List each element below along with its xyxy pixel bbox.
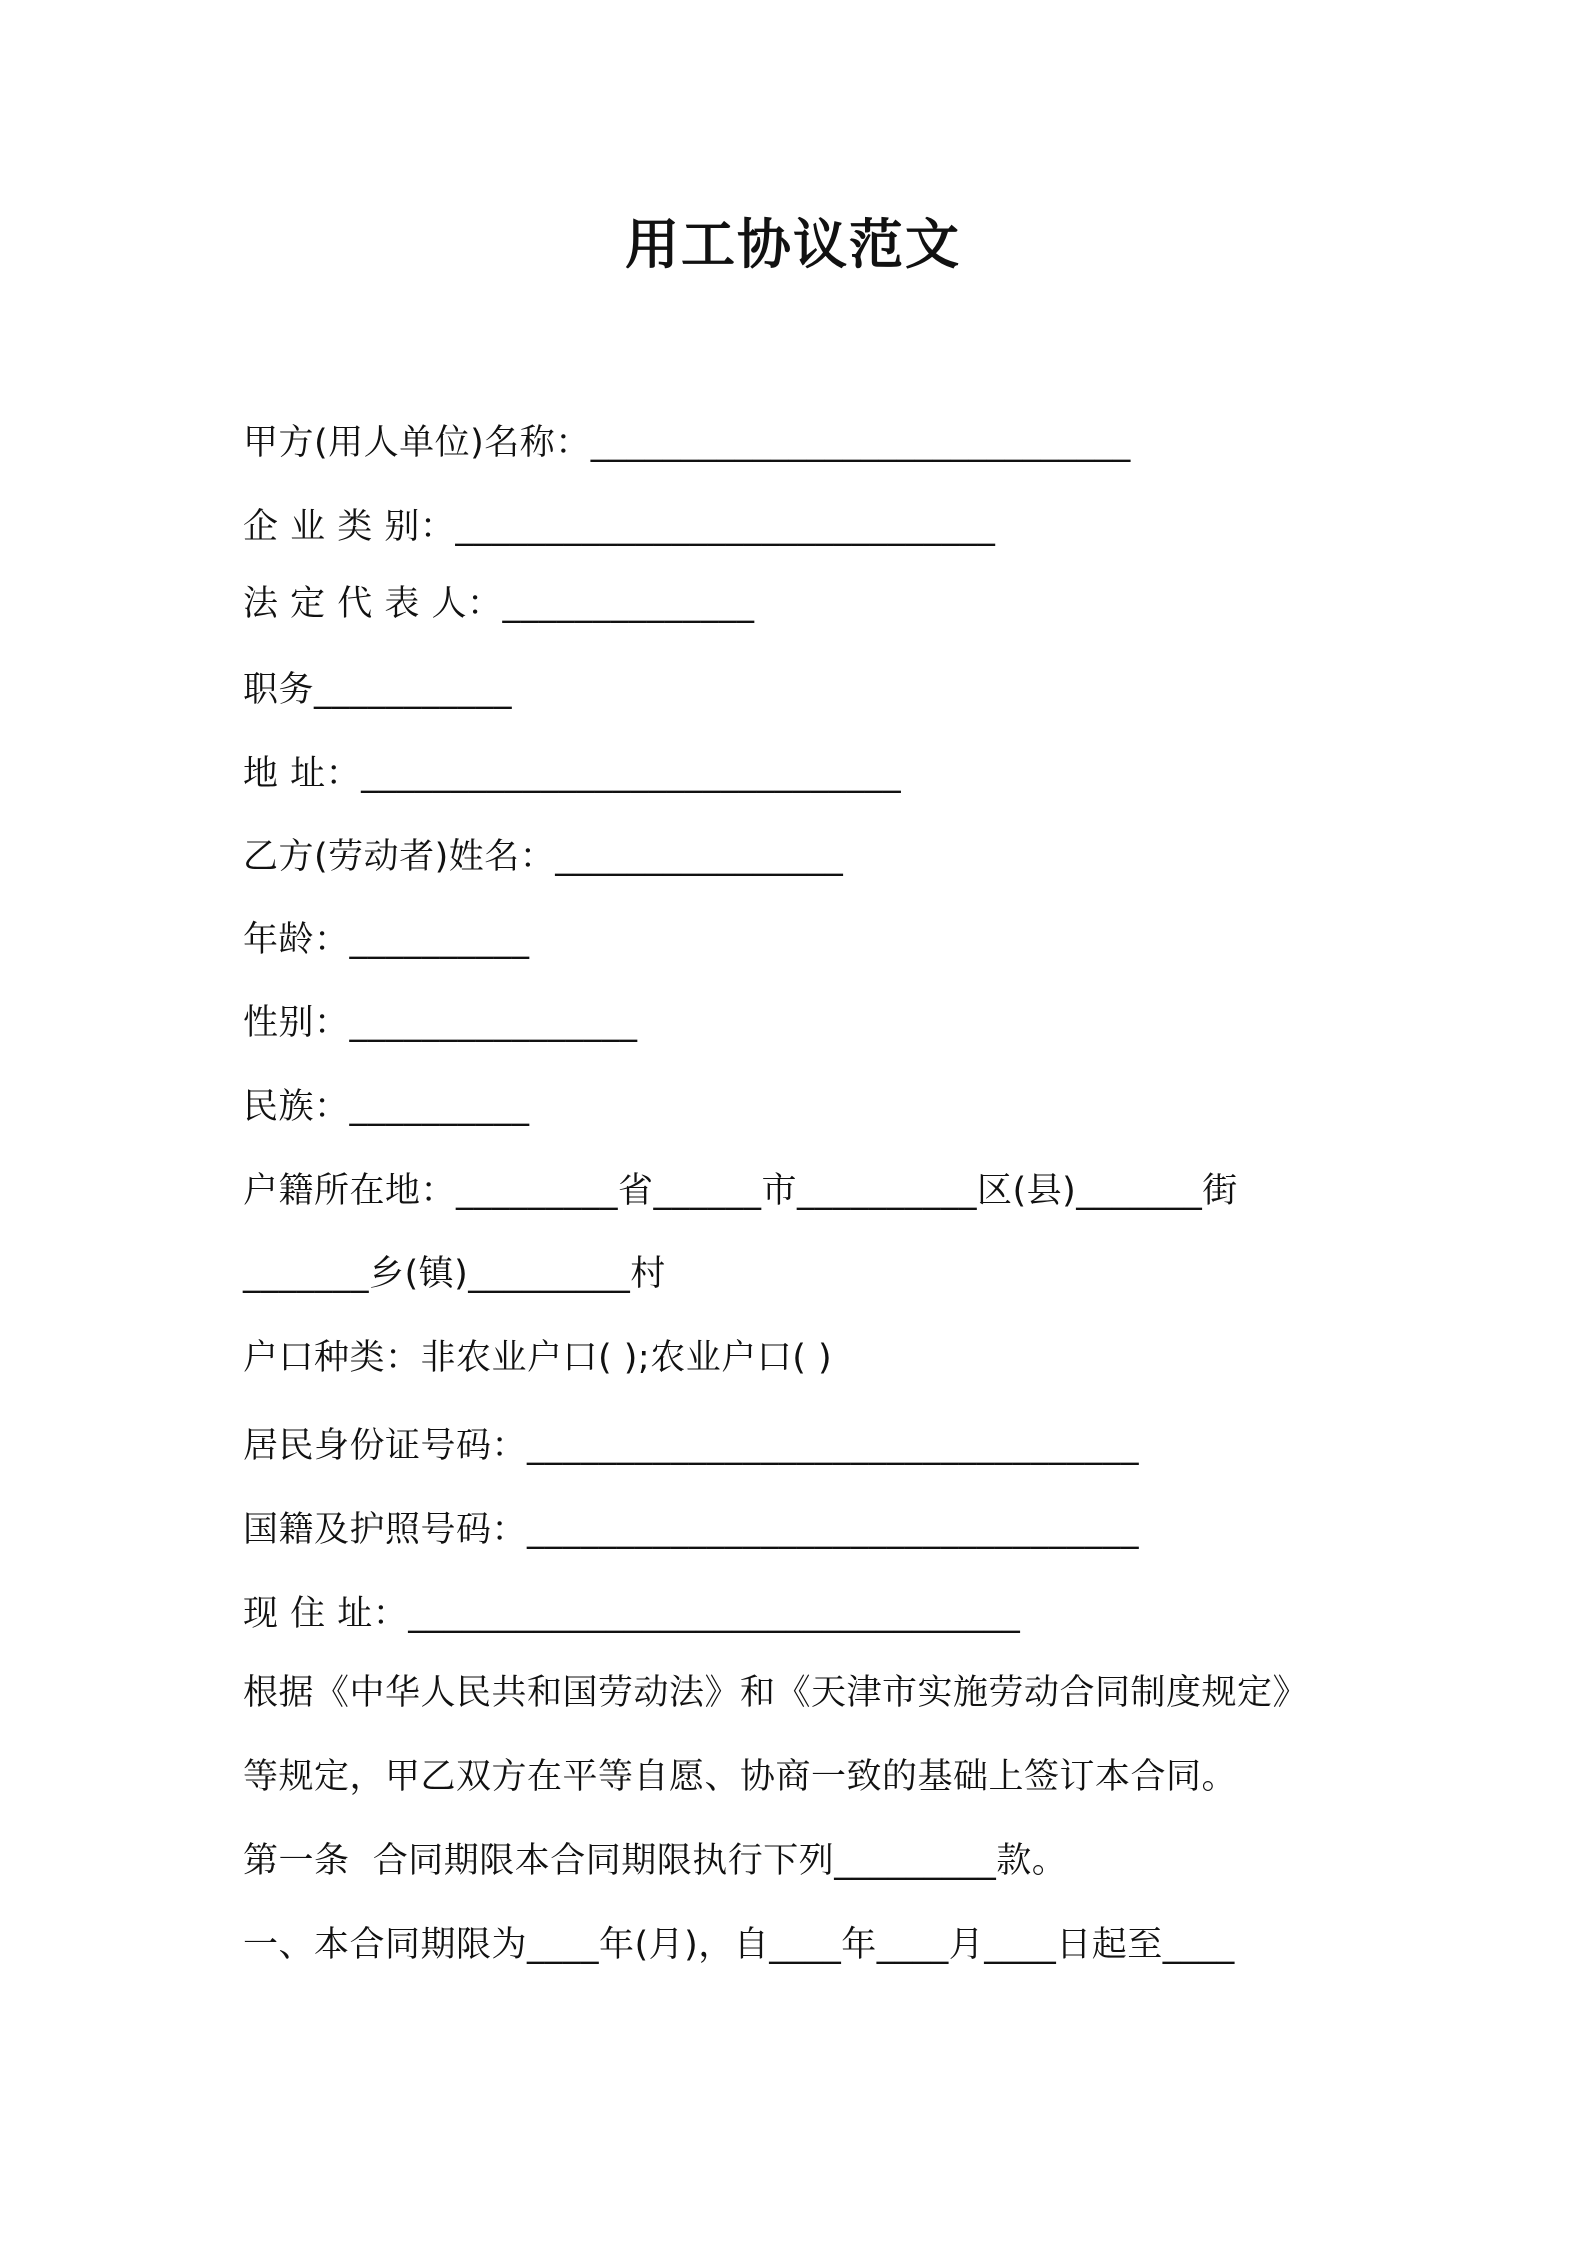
employer-name-line: 甲方(用人单位)名称：______________________________ [243, 423, 1131, 463]
employer-address-line: 地 址：______________________________ [243, 754, 902, 794]
article-one-line: 第一条 合同期限本合同期限执行下列_________款。 [243, 1841, 1068, 1881]
household-location-line-2: _______乡(镇)_________村 [243, 1254, 666, 1294]
basis-paragraph-line-2: 等规定，甲乙双方在平等自愿、协商一致的基础上签订本合同。 [243, 1757, 1238, 1797]
position-line: 职务___________ [243, 670, 513, 710]
term-clause-line: 一、本合同期限为____年(月)，自____年____月____日起至____ [243, 1925, 1235, 1965]
basis-paragraph-line-1: 根据《中华人民共和国劳动法》和《天津市实施劳动合同制度规定》 [243, 1673, 1309, 1713]
employee-name-line: 乙方(劳动者)姓名：________________ [243, 837, 844, 877]
age-line: 年龄：__________ [243, 920, 530, 960]
document-title: 用工协议范文 [625, 213, 961, 276]
gender-line: 性别：________________ [243, 1003, 638, 1043]
legal-representative-line: 法 定 代 表 人：______________ [243, 584, 755, 624]
household-location-line: 户籍所在地：_________省______市__________区(县)_______街 [243, 1171, 1238, 1211]
passport-number-line: 国籍及护照号码：__________________________________ [243, 1510, 1140, 1550]
household-type-line: 户口种类：非农业户口( );农业户口( ) [243, 1338, 833, 1378]
current-address-line: 现 住 址：__________________________________ [243, 1594, 1021, 1634]
id-number-line: 居民身份证号码：__________________________________ [243, 1426, 1140, 1466]
enterprise-type-line: 企 业 类 别：______________________________ [243, 507, 996, 547]
ethnicity-line: 民族：__________ [243, 1087, 530, 1127]
